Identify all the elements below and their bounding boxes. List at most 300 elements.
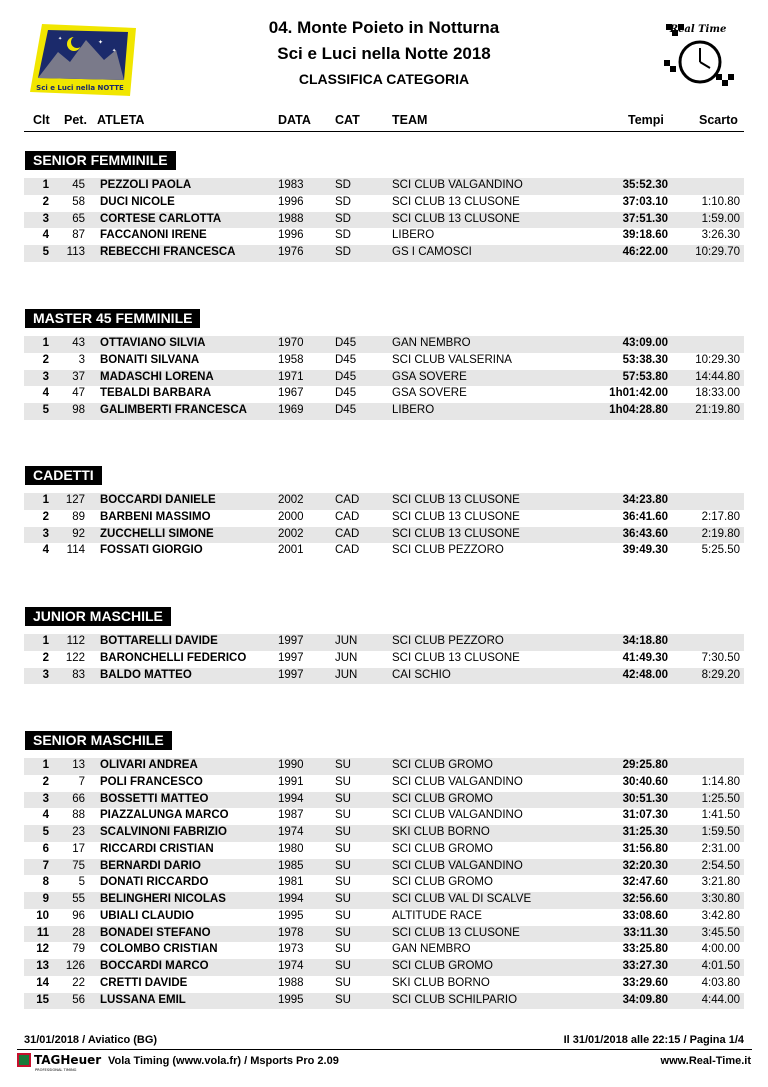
birth-year: 1983 <box>278 179 304 191</box>
bib-number: 3 <box>78 353 85 366</box>
birth-year: 1978 <box>278 926 304 939</box>
time-gap: 10:29.30 <box>695 353 740 366</box>
col-atleta: ATLETA <box>97 113 145 127</box>
team-name: SCI CLUB VALGANDINO <box>392 775 523 788</box>
race-time: 34:09.80 <box>622 993 668 1006</box>
table-row <box>24 543 744 560</box>
athlete-name: ZUCCHELLI SIMONE <box>100 527 214 540</box>
race-time: 36:43.60 <box>622 527 668 540</box>
category-code: D45 <box>335 404 357 416</box>
race-time: 33:29.60 <box>622 976 668 989</box>
table-row <box>24 370 744 387</box>
col-cat: CAT <box>335 113 360 127</box>
team-name: SCI CLUB GROMO <box>392 960 493 972</box>
position: 9 <box>42 893 49 905</box>
position: 13 <box>36 960 49 972</box>
table-row <box>24 775 744 792</box>
birth-year: 1969 <box>278 404 304 416</box>
category-code: D45 <box>335 387 357 400</box>
table-row <box>24 510 744 527</box>
report-title: CLASSIFICA CATEGORIA <box>298 71 470 87</box>
race-time: 29:25.80 <box>622 759 668 771</box>
race-time: 39:18.60 <box>622 229 668 242</box>
time-gap: 5:25.50 <box>701 544 740 557</box>
bib-number: 66 <box>72 792 85 805</box>
time-gap: 4:03.80 <box>701 976 740 989</box>
race-time: 31:07.30 <box>622 809 668 822</box>
bib-number: 56 <box>72 993 85 1006</box>
bib-number: 5 <box>78 876 85 889</box>
athlete-name: GALIMBERTI FRANCESCA <box>100 404 247 416</box>
athlete-name: BOSSETTI MATTEO <box>100 792 209 805</box>
col-clt: Clt <box>33 113 50 127</box>
birth-year: 1996 <box>278 229 304 242</box>
svg-text:TAGHeuer: TAGHeuer <box>34 1053 102 1067</box>
position: 1 <box>42 337 49 349</box>
position: 15 <box>36 993 49 1006</box>
athlete-name: DUCI NICOLE <box>100 195 175 208</box>
time-gap: 14:44.80 <box>695 370 740 383</box>
svg-text:Sci e Luci nella NOTTE: Sci e Luci nella NOTTE <box>36 84 124 92</box>
bib-number: 112 <box>66 635 85 647</box>
birth-year: 2001 <box>278 544 304 557</box>
birth-year: 1997 <box>278 668 304 681</box>
bib-number: 65 <box>72 212 85 225</box>
time-gap: 8:29.20 <box>701 668 740 681</box>
birth-year: 2002 <box>278 527 304 540</box>
bib-number: 17 <box>72 842 85 855</box>
athlete-name: UBIALI CLAUDIO <box>100 909 194 922</box>
team-name: SCI CLUB 13 CLUSONE <box>392 510 520 523</box>
position: 14 <box>36 976 49 989</box>
birth-year: 1980 <box>278 842 304 855</box>
col-scarto: Scarto <box>699 113 738 127</box>
bib-number: 92 <box>72 527 85 540</box>
position: 2 <box>42 195 49 208</box>
birth-year: 1988 <box>278 976 304 989</box>
team-name: CAI SCHIO <box>392 668 451 681</box>
athlete-name: SCALVINONI FABRIZIO <box>100 826 227 838</box>
category-title: MASTER 45 FEMMINILE <box>25 309 200 328</box>
athlete-name: CORTESE CARLOTTA <box>100 212 222 225</box>
category-code: D45 <box>335 337 357 349</box>
table-row <box>24 842 744 859</box>
team-name: SCI CLUB GROMO <box>392 792 493 805</box>
time-gap: 3:26.30 <box>701 229 740 242</box>
team-name: SCI CLUB 13 CLUSONE <box>392 494 520 506</box>
category-code: JUN <box>335 668 358 681</box>
birth-year: 1976 <box>278 246 304 258</box>
race-time: 37:51.30 <box>622 212 668 225</box>
category-code: SU <box>335 826 351 838</box>
bib-number: 43 <box>72 337 85 349</box>
svg-text:✦: ✦ <box>112 48 117 54</box>
time-gap: 7:30.50 <box>701 651 740 664</box>
athlete-name: LUSSANA EMIL <box>100 993 186 1006</box>
team-name: SCI CLUB SCHILPARIO <box>392 993 518 1006</box>
birth-year: 1994 <box>278 792 304 805</box>
bib-number: 37 <box>72 370 85 383</box>
table-row <box>24 909 744 926</box>
table-row <box>24 875 744 892</box>
category-code: SU <box>335 926 351 939</box>
col-team: TEAM <box>392 113 428 127</box>
team-name: SCI CLUB VALGANDINO <box>392 179 523 191</box>
race-time: 1h04:28.80 <box>609 404 668 416</box>
birth-year: 1996 <box>278 195 304 208</box>
race-time: 43:09.00 <box>622 337 668 349</box>
table-row <box>24 993 744 1010</box>
category-code: SU <box>335 960 351 972</box>
category-code: SD <box>335 229 351 242</box>
col-tempi: Tempi <box>628 113 664 127</box>
bib-number: 127 <box>65 494 85 506</box>
race-time: 42:48.00 <box>622 668 668 681</box>
category-code: SD <box>335 195 351 208</box>
bib-number: 83 <box>72 668 85 681</box>
time-gap: 3:45.50 <box>701 926 740 939</box>
header-divider <box>24 131 744 132</box>
team-name: SKI CLUB BORNO <box>392 826 490 838</box>
athlete-name: FOSSATI GIORGIO <box>100 544 203 557</box>
time-gap: 2:54.50 <box>701 859 740 872</box>
athlete-name: OLIVARI ANDREA <box>100 759 198 771</box>
table-row <box>24 976 744 993</box>
time-gap: 21:19.80 <box>695 404 740 416</box>
svg-text:✦: ✦ <box>58 36 63 42</box>
race-time: 33:27.30 <box>622 960 668 972</box>
athlete-name: BONADEI STEFANO <box>100 926 211 939</box>
race-time: 33:08.60 <box>622 909 668 922</box>
team-name: LIBERO <box>392 229 435 242</box>
table-row <box>24 892 744 909</box>
athlete-name: REBECCHI FRANCESCA <box>100 246 236 258</box>
team-name: SCI CLUB PEZZORO <box>392 635 504 647</box>
time-gap: 10:29.70 <box>695 246 740 258</box>
bib-number: 114 <box>66 544 85 557</box>
time-gap: 4:01.50 <box>701 960 740 972</box>
table-row <box>24 808 744 825</box>
category-code: CAD <box>335 510 360 523</box>
category-code: SU <box>335 893 351 905</box>
table-row <box>24 926 744 943</box>
birth-year: 2002 <box>278 494 304 506</box>
athlete-name: BOTTARELLI DAVIDE <box>100 635 218 647</box>
footer-timing-credits: Vola Timing (www.vola.fr) / Msports Pro 2.09 <box>108 1055 339 1067</box>
race-time: 30:51.30 <box>622 792 668 805</box>
category-code: CAD <box>335 527 360 540</box>
bib-number: 98 <box>72 404 85 416</box>
category-title: SENIOR FEMMINILE <box>25 151 176 170</box>
position: 2 <box>42 775 49 788</box>
position: 7 <box>42 859 49 872</box>
table-row <box>24 493 744 510</box>
table-row <box>24 336 744 353</box>
time-gap: 3:30.80 <box>701 893 740 905</box>
time-gap: 1:10.80 <box>701 195 740 208</box>
category-code: SU <box>335 943 351 956</box>
team-name: GAN NEMBRO <box>392 943 471 956</box>
race-time: 33:25.80 <box>622 943 668 956</box>
category-code: SD <box>335 246 351 258</box>
athlete-name: DONATI RICCARDO <box>100 876 209 889</box>
position: 4 <box>42 229 49 242</box>
athlete-name: FACCANONI IRENE <box>100 229 207 242</box>
team-name: SCI CLUB PEZZORO <box>392 544 504 557</box>
table-row <box>24 195 744 212</box>
birth-year: 1958 <box>278 353 304 366</box>
bib-number: 88 <box>72 809 85 822</box>
birth-year: 1974 <box>278 826 304 838</box>
category-code: D45 <box>335 370 357 383</box>
table-row <box>24 792 744 809</box>
athlete-name: BARONCHELLI FEDERICO <box>100 651 247 664</box>
birth-year: 1970 <box>278 337 304 349</box>
position: 5 <box>42 246 49 258</box>
category-title: JUNIOR MASCHILE <box>25 607 171 626</box>
position: 1 <box>42 635 49 647</box>
time-gap: 2:19.80 <box>701 527 740 540</box>
team-name: GS I CAMOSCI <box>392 246 472 258</box>
athlete-name: COLOMBO CRISTIAN <box>100 943 218 956</box>
birth-year: 1985 <box>278 859 304 872</box>
category-title: CADETTI <box>25 466 102 485</box>
athlete-name: PIAZZALUNGA MARCO <box>100 809 229 822</box>
footer-print-info: Il 31/01/2018 alle 22:15 / Pagina 1/4 <box>563 1034 744 1046</box>
bib-number: 45 <box>72 179 85 191</box>
team-name: GAN NEMBRO <box>392 337 471 349</box>
team-name: SCI CLUB VALGANDINO <box>392 809 523 822</box>
position: 12 <box>36 943 49 956</box>
table-row <box>24 178 744 195</box>
time-gap: 1:59.50 <box>701 826 740 838</box>
bib-number: 113 <box>66 246 85 258</box>
race-time: 30:40.60 <box>622 775 668 788</box>
bib-number: 55 <box>72 893 85 905</box>
category-code: SU <box>335 976 351 989</box>
category-code: CAD <box>335 494 360 506</box>
event-title: 04. Monte Poieto in Notturna <box>268 18 500 37</box>
category-title: SENIOR MASCHILE <box>25 731 172 750</box>
category-code: JUN <box>335 635 358 647</box>
race-time: 1h01:42.00 <box>609 387 668 400</box>
time-gap: 4:00.00 <box>701 943 740 956</box>
category-code: SD <box>335 212 351 225</box>
svg-text:Real Time: Real Time <box>669 24 727 35</box>
time-gap: 2:31.00 <box>701 842 740 855</box>
position: 3 <box>42 370 49 383</box>
athlete-name: OTTAVIANO SILVIA <box>100 337 206 349</box>
birth-year: 1973 <box>278 943 304 956</box>
birth-year: 1997 <box>278 651 304 664</box>
svg-text:PROFESSIONAL TIMING: PROFESSIONAL TIMING <box>35 1068 77 1072</box>
athlete-name: BARBENI MASSIMO <box>100 510 211 523</box>
category-code: D45 <box>335 353 357 366</box>
category-code: SU <box>335 876 351 889</box>
team-name: GSA SOVERE <box>392 387 467 400</box>
team-name: SCI CLUB GROMO <box>392 876 493 889</box>
position: 3 <box>42 212 49 225</box>
athlete-name: BELINGHERI NICOLAS <box>100 893 226 905</box>
bib-number: 28 <box>72 926 85 939</box>
athlete-name: PEZZOLI PAOLA <box>100 179 192 191</box>
bib-number: 87 <box>72 229 85 242</box>
bib-number: 13 <box>72 759 85 771</box>
footer-divider <box>17 1049 752 1050</box>
bib-number: 126 <box>65 960 85 972</box>
athlete-name: BOCCARDI MARCO <box>100 960 209 972</box>
birth-year: 1997 <box>278 635 304 647</box>
athlete-name: BOCCARDI DANIELE <box>100 494 216 506</box>
race-time: 32:20.30 <box>622 859 668 872</box>
table-row <box>24 353 744 370</box>
bib-number: 96 <box>72 909 85 922</box>
bib-number: 75 <box>72 859 85 872</box>
position: 4 <box>42 809 49 822</box>
race-time: 39:49.30 <box>622 544 668 557</box>
team-name: SCI CLUB VALGANDINO <box>392 859 523 872</box>
team-name: GSA SOVERE <box>392 370 467 383</box>
time-gap: 4:44.00 <box>701 993 740 1006</box>
position: 1 <box>42 179 49 191</box>
team-name: SCI CLUB 13 CLUSONE <box>392 212 520 225</box>
time-gap: 3:21.80 <box>701 876 740 889</box>
table-row <box>24 403 744 420</box>
birth-year: 1971 <box>278 370 304 383</box>
position: 3 <box>42 527 49 540</box>
time-gap: 1:14.80 <box>701 775 740 788</box>
time-gap: 18:33.00 <box>695 387 740 400</box>
time-gap: 1:41.50 <box>701 809 740 822</box>
race-time: 34:18.80 <box>622 635 668 647</box>
team-name: SKI CLUB BORNO <box>392 976 490 989</box>
race-time: 31:56.80 <box>622 842 668 855</box>
team-name: SCI CLUB VALSERINA <box>392 353 512 366</box>
table-row <box>24 527 744 544</box>
position: 2 <box>42 651 49 664</box>
category-code: SD <box>335 179 351 191</box>
time-gap: 3:42.80 <box>701 909 740 922</box>
race-time: 33:11.30 <box>623 926 668 939</box>
team-name: SCI CLUB 13 CLUSONE <box>392 651 520 664</box>
race-time: 35:52.30 <box>622 179 668 191</box>
birth-year: 1967 <box>278 387 304 400</box>
table-row <box>24 859 744 876</box>
race-time: 31:25.30 <box>622 826 668 838</box>
bib-number: 7 <box>78 775 85 788</box>
position: 2 <box>42 510 49 523</box>
category-code: SU <box>335 775 351 788</box>
footer-website-link[interactable]: www.Real-Time.it <box>660 1055 751 1067</box>
position: 1 <box>42 494 49 506</box>
team-name: SCI CLUB GROMO <box>392 842 493 855</box>
time-gap: 1:25.50 <box>701 792 740 805</box>
birth-year: 1990 <box>278 759 304 771</box>
category-code: JUN <box>335 651 358 664</box>
athlete-name: MADASCHI LORENA <box>100 370 214 383</box>
position: 11 <box>36 926 49 939</box>
athlete-name: BERNARDI DARIO <box>100 859 201 872</box>
time-gap: 1:59.00 <box>701 212 740 225</box>
position: 4 <box>42 387 49 400</box>
bib-number: 122 <box>65 651 85 664</box>
team-name: SCI CLUB VAL DI SCALVE <box>392 893 532 905</box>
athlete-name: CRETTI DAVIDE <box>100 976 188 989</box>
time-gap: 2:17.80 <box>701 510 740 523</box>
table-row <box>24 228 744 245</box>
table-row <box>24 386 744 403</box>
athlete-name: POLI FRANCESCO <box>100 775 203 788</box>
position: 10 <box>36 909 49 922</box>
table-row <box>24 758 744 775</box>
event-subtitle: Sci e Luci nella Notte 2018 <box>277 44 491 63</box>
position: 5 <box>42 826 49 838</box>
category-code: SU <box>335 809 351 822</box>
team-name: SCI CLUB 13 CLUSONE <box>392 527 520 540</box>
column-headers <box>0 113 768 131</box>
birth-year: 1995 <box>278 993 304 1006</box>
position: 4 <box>42 544 49 557</box>
bib-number: 23 <box>72 826 85 838</box>
team-name: SCI CLUB GROMO <box>392 759 493 771</box>
bib-number: 89 <box>72 510 85 523</box>
birth-year: 1995 <box>278 909 304 922</box>
position: 1 <box>42 759 49 771</box>
category-code: SU <box>335 859 351 872</box>
athlete-name: TEBALDI BARBARA <box>100 387 212 400</box>
race-time: 41:49.30 <box>622 651 668 664</box>
race-time: 32:56.60 <box>622 893 668 905</box>
athlete-name: BONAITI SILVANA <box>100 353 200 366</box>
table-row <box>24 668 744 685</box>
bib-number: 79 <box>72 943 85 956</box>
table-row <box>24 245 744 262</box>
birth-year: 2000 <box>278 510 304 523</box>
race-time: 46:22.00 <box>622 246 668 258</box>
svg-text:✦: ✦ <box>98 39 104 46</box>
bib-number: 22 <box>72 976 85 989</box>
category-code: SU <box>335 909 351 922</box>
col-data: DATA <box>278 113 311 127</box>
birth-year: 1991 <box>278 775 304 788</box>
col-pet: Pet. <box>64 113 87 127</box>
category-code: CAD <box>335 544 360 557</box>
table-row <box>24 212 744 229</box>
category-code: SU <box>335 759 351 771</box>
category-code: SU <box>335 842 351 855</box>
bib-number: 58 <box>72 195 85 208</box>
position: 6 <box>42 842 49 855</box>
team-name: LIBERO <box>392 404 435 416</box>
table-row <box>24 825 744 842</box>
race-time: 36:41.60 <box>622 510 668 523</box>
birth-year: 1987 <box>278 809 304 822</box>
athlete-name: BALDO MATTEO <box>100 668 192 681</box>
position: 2 <box>42 353 49 366</box>
position: 3 <box>42 792 49 805</box>
birth-year: 1994 <box>278 893 304 905</box>
position: 5 <box>42 404 49 416</box>
race-time: 53:38.30 <box>622 353 668 366</box>
real-time-logo <box>660 20 740 100</box>
race-time: 57:53.80 <box>622 370 668 383</box>
position: 3 <box>42 668 49 681</box>
athlete-name: RICCARDI CRISTIAN <box>100 842 214 855</box>
table-row <box>24 942 744 959</box>
birth-year: 1988 <box>278 212 304 225</box>
race-time: 32:47.60 <box>622 876 668 889</box>
team-name: SCI CLUB 13 CLUSONE <box>392 926 520 939</box>
